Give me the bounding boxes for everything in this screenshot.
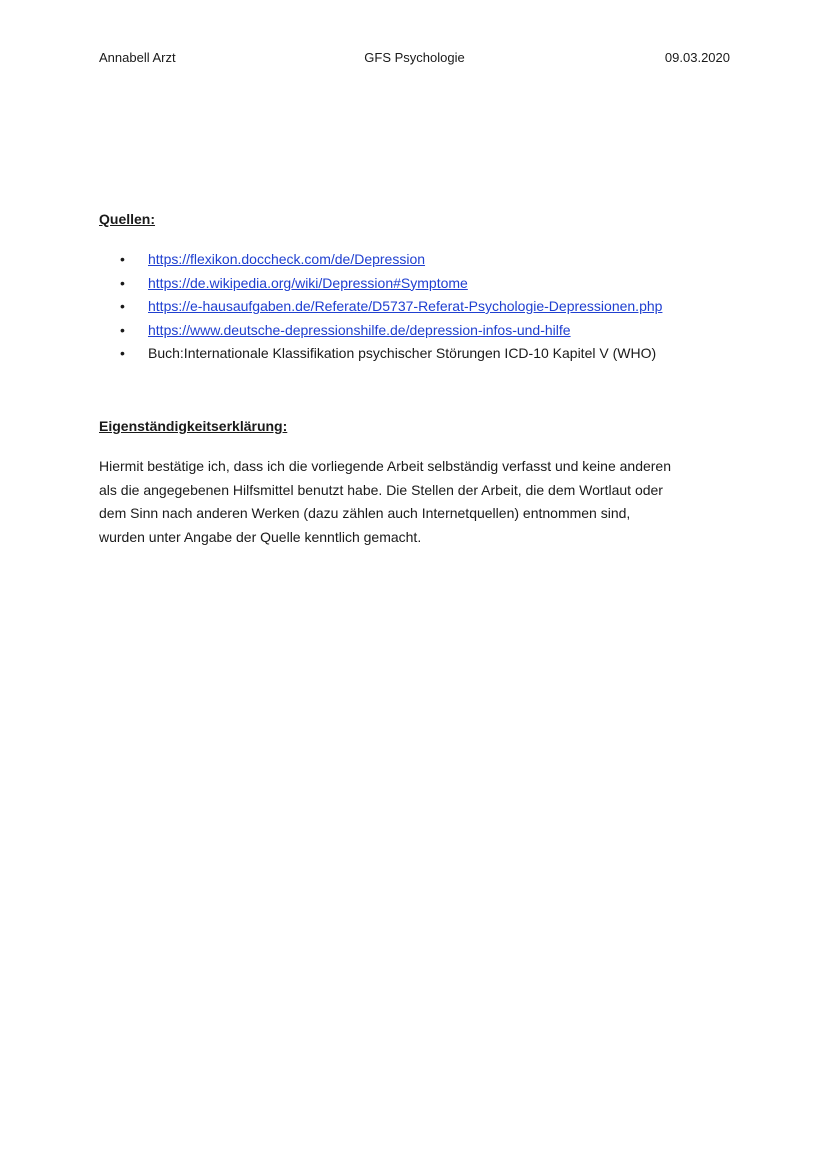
bullet-icon: • [120, 345, 125, 361]
page-header [99, 50, 730, 70]
declaration-line: Hiermit bestätige ich, dass ich die vorliegende Arbeit selbständig verfasst und keine anderen [99, 458, 671, 474]
bullet-icon: • [120, 274, 125, 291]
declaration-paragraph [99, 455, 739, 549]
declaration-heading: Eigenständigkeitserklärung: [99, 418, 288, 434]
source-link-doccheck[interactable]: https://flexikon.doccheck.com/de/Depression [148, 251, 426, 267]
header-date: 09.03.2020 [664, 50, 730, 65]
list-item [116, 342, 662, 366]
list-item [116, 319, 662, 343]
source-link-e-hausaufgaben[interactable]: https://e-hausaufgaben.de/Referate/D5737-Referat-Psychologie-Depressionen.php [148, 298, 663, 314]
declaration-line: wurden unter Angabe der Quelle kenntlich gemacht. [99, 528, 422, 545]
sources-heading: Quellen: [99, 211, 156, 227]
bullet-icon: • [120, 298, 125, 314]
declaration-line: als die angegebenen Hilfsmittel benutzt habe. Die Stellen der Arbeit, die dem Wortlaut oder [99, 481, 663, 498]
header-author: Annabell Arzt [99, 50, 176, 65]
source-book: Buch:Internationale Klassifikation psychischer Störungen ICD-10 Kapitel V (WHO) [148, 345, 657, 361]
bullet-icon: • [120, 321, 125, 338]
source-list [116, 248, 662, 366]
header-subject: GFS Psychologie [364, 50, 465, 65]
declaration-line: dem Sinn nach anderen Werken (dazu zählen auch Internetquellen) entnommen sind, [99, 505, 631, 521]
source-link-wikipedia[interactable]: https://de.wikipedia.org/wiki/Depression#Symptome [148, 274, 468, 291]
list-item [116, 272, 662, 296]
bullet-icon: • [120, 251, 125, 267]
list-item [116, 248, 662, 272]
list-item [116, 295, 662, 319]
source-link-depressionshilfe[interactable]: https://www.deutsche-depressionshilfe.de/depression-infos-und-hilfe [148, 321, 571, 338]
